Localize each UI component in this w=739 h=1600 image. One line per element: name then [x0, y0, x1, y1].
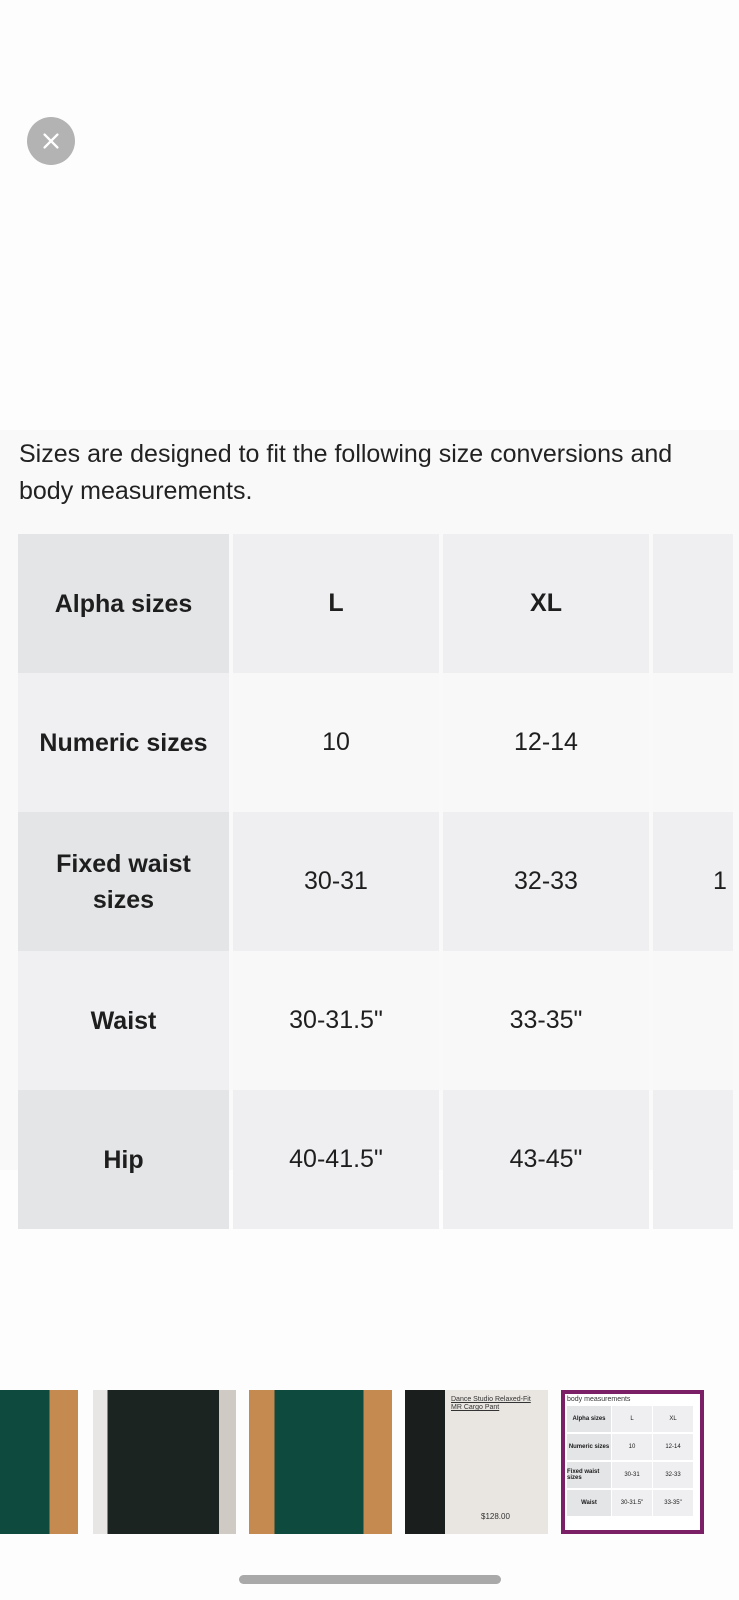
thumbnail-mini-cell: Alpha sizes	[567, 1406, 611, 1432]
size-chart-cell-clipped: 1	[653, 812, 733, 951]
thumbnail-mini-cell: 33-35"	[653, 1490, 693, 1516]
size-chart-row-label: Alpha sizes	[18, 534, 229, 673]
thumbnail-4[interactable]	[405, 1390, 548, 1534]
size-chart-cell-clipped	[653, 534, 733, 673]
size-chart-row-label: Waist	[18, 951, 229, 1090]
x-icon	[40, 130, 62, 152]
thumbnail-3[interactable]	[249, 1390, 392, 1534]
thumbnail-mini-cell: 30-31	[612, 1462, 652, 1488]
size-chart-row	[18, 673, 721, 812]
thumbnail-mini-row	[567, 1406, 698, 1432]
size-chart-row	[18, 951, 721, 1090]
size-chart-cell: 43-45"	[443, 1090, 649, 1229]
thumbnail-mini-table	[567, 1406, 698, 1518]
thumbnail-mini-cell: L	[612, 1406, 652, 1432]
size-chart-row-label: Fixed waist sizes	[18, 812, 229, 951]
size-chart-row	[18, 1090, 721, 1229]
size-chart-row	[18, 534, 721, 673]
thumbnail-mini-cell: Fixed waist sizes	[567, 1462, 611, 1488]
thumbnail-2[interactable]	[93, 1390, 236, 1534]
size-chart-cell: L	[233, 534, 439, 673]
size-chart-cell: XL	[443, 534, 649, 673]
size-chart-table	[18, 534, 727, 1229]
size-chart-cell: 30-31	[233, 812, 439, 951]
size-chart-row-label: Numeric sizes	[18, 673, 229, 812]
size-chart-cell-clipped	[653, 951, 733, 1090]
thumbnail-mini-row	[567, 1490, 698, 1516]
thumbnail-mini-cell: 12-14	[653, 1434, 693, 1460]
size-chart-image	[0, 430, 739, 1174]
size-chart-cell: 10	[233, 673, 439, 812]
thumbnail-1[interactable]	[0, 1390, 78, 1534]
size-chart-cell: 40-41.5"	[233, 1090, 439, 1229]
thumbnail-mini-cell: 10	[612, 1434, 652, 1460]
thumbnail-mini-cell: Numeric sizes	[567, 1434, 611, 1460]
thumbnail-mini-row	[567, 1434, 698, 1460]
size-chart-cell-clipped	[653, 673, 733, 812]
close-button[interactable]	[27, 117, 75, 165]
thumbnail-mini-row	[567, 1462, 698, 1488]
home-indicator[interactable]	[239, 1575, 501, 1584]
thumbnail-mini-cell: Waist	[567, 1490, 611, 1516]
thumbnail-tag-price: $128.00	[481, 1512, 510, 1521]
thumbnail-mini-cell: 32-33	[653, 1462, 693, 1488]
thumbnail-tag-title: Dance Studio Relaxed-Fit MR Cargo Pant	[451, 1396, 531, 1411]
size-chart-row	[18, 812, 727, 951]
size-chart-row-label: Hip	[18, 1090, 229, 1229]
size-chart-cell: 33-35"	[443, 951, 649, 1090]
thumbnail-mini-intro: body measurements	[567, 1396, 631, 1403]
size-chart-cell: 12-14	[443, 673, 649, 812]
size-chart-cell: 30-31.5"	[233, 951, 439, 1090]
thumbnail-5[interactable]	[561, 1390, 704, 1534]
size-chart-cell-clipped	[653, 1090, 733, 1229]
size-chart-intro: Sizes are designed to fit the following size conversions and body measurements.	[19, 440, 673, 505]
thumbnail-strip[interactable]	[0, 1390, 739, 1535]
size-chart-cell: 32-33	[443, 812, 649, 951]
thumbnail-mini-cell: 30-31.5"	[612, 1490, 652, 1516]
thumbnail-mini-cell: XL	[653, 1406, 693, 1432]
